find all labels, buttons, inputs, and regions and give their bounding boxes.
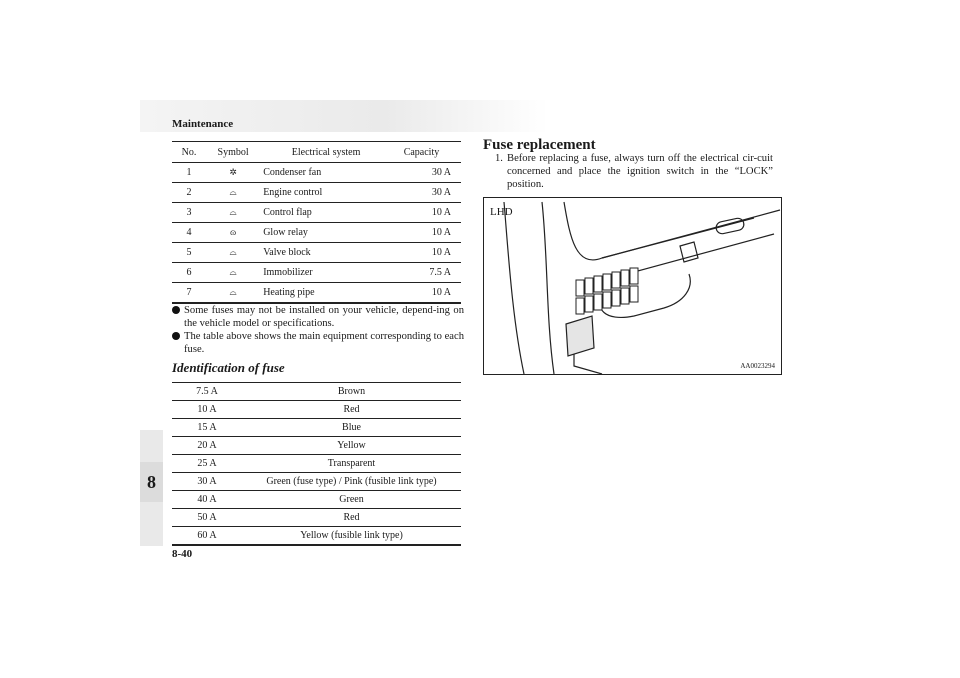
table-row <box>172 509 461 527</box>
column-header-symbol: Symbol <box>206 142 260 163</box>
fuse-capacity: 7.5 A <box>172 383 242 401</box>
table-row <box>172 401 461 419</box>
table-row <box>172 223 461 243</box>
replacement-step <box>483 152 773 191</box>
table-row <box>172 383 461 401</box>
fuse-icon: ⌓ <box>229 287 237 297</box>
fuse-number: 1 <box>172 163 206 183</box>
glow-plug-icon: ɷ <box>230 227 237 237</box>
fuse-icon: ⌓ <box>229 187 237 197</box>
fuse-number: 5 <box>172 243 206 263</box>
table-row <box>172 419 461 437</box>
fuse-number: 2 <box>172 183 206 203</box>
figure-label: LHD <box>490 206 513 218</box>
fuse-number: 3 <box>172 203 206 223</box>
fuse-color-table <box>172 382 461 546</box>
section-title: Maintenance <box>172 118 234 130</box>
fuse-box-drawing <box>484 198 781 374</box>
fuse-capacity: 10 A <box>172 401 242 419</box>
fuse-number: 4 <box>172 223 206 243</box>
electrical-system: Glow relay <box>260 223 392 243</box>
fuse-capacity: 60 A <box>172 527 242 546</box>
step-text: Before replacing a fuse, always turn off the electrical cir-cuit concerned and place the ignition switch in the “LOCK” position. <box>507 153 773 190</box>
fuse-color: Green <box>242 491 461 509</box>
electrical-system: Condenser fan <box>260 163 392 183</box>
replacement-heading: Fuse replacement <box>483 137 596 153</box>
table-row <box>172 203 461 223</box>
fuse-color: Brown <box>242 383 461 401</box>
fuse-icon: ⌓ <box>229 247 237 257</box>
fuse-capacity: 10 A <box>392 283 461 304</box>
fuse-color: Transparent <box>242 455 461 473</box>
electrical-system: Heating pipe <box>260 283 392 304</box>
fuse-number: 6 <box>172 263 206 283</box>
fuse-capacity: 10 A <box>392 243 461 263</box>
table-row <box>172 437 461 455</box>
fuse-capacity: 10 A <box>392 223 461 243</box>
fuse-color: Green (fuse type) / Pink (fusible link type) <box>242 473 461 491</box>
fuse-number: 7 <box>172 283 206 304</box>
page-number: 8-40 <box>172 548 193 560</box>
table-row <box>172 491 461 509</box>
step-number: 1. <box>495 153 503 164</box>
fuse-color: Yellow (fusible link type) <box>242 527 461 546</box>
table-row <box>172 283 461 304</box>
list-item <box>172 304 464 330</box>
table-row <box>172 527 461 546</box>
fuse-table <box>172 141 461 304</box>
column-header-no: No. <box>172 142 206 163</box>
chapter-tab: 8 <box>140 462 163 502</box>
fuse-color: Red <box>242 401 461 419</box>
fuse-table-header <box>172 142 461 163</box>
fuse-capacity: 30 A <box>392 183 461 203</box>
table-row <box>172 473 461 491</box>
column-header-capacity: Capacity <box>392 142 461 163</box>
column-header-electrical-system: Electrical system <box>260 142 392 163</box>
fuse-capacity: 40 A <box>172 491 242 509</box>
table-row <box>172 263 461 283</box>
identification-heading: Identification of fuse <box>172 360 285 375</box>
bullet-icon <box>172 332 180 340</box>
note-text: Some fuses may not be installed on your vehicle, depend-ing on the vehicle model or specifications. <box>184 305 464 329</box>
fuse-icon: ⌓ <box>229 267 237 277</box>
fuse-color: Blue <box>242 419 461 437</box>
list-item <box>172 330 464 356</box>
table-row <box>172 243 461 263</box>
fuse-color: Red <box>242 509 461 527</box>
electrical-system: Immobilizer <box>260 263 392 283</box>
table-row <box>172 183 461 203</box>
fuse-capacity: 15 A <box>172 419 242 437</box>
fuse-box-illustration <box>483 197 782 375</box>
electrical-system: Engine control <box>260 183 392 203</box>
fuse-capacity: 7.5 A <box>392 263 461 283</box>
fuse-capacity: 20 A <box>172 437 242 455</box>
bullet-icon <box>172 306 180 314</box>
electrical-system: Valve block <box>260 243 392 263</box>
fuse-capacity: 10 A <box>392 203 461 223</box>
fuse-capacity: 30 A <box>392 163 461 183</box>
fan-icon: ✲ <box>229 167 237 177</box>
table-row <box>172 163 461 183</box>
note-text: The table above shows the main equipment corresponding to each fuse. <box>184 331 464 355</box>
electrical-system: Control flap <box>260 203 392 223</box>
figure-code: AA0023294 <box>740 362 775 370</box>
notes-list <box>172 304 464 356</box>
fuse-icon: ⌓ <box>229 207 237 217</box>
fuse-capacity: 50 A <box>172 509 242 527</box>
table-row <box>172 455 461 473</box>
fuse-capacity: 30 A <box>172 473 242 491</box>
fuse-capacity: 25 A <box>172 455 242 473</box>
fuse-color: Yellow <box>242 437 461 455</box>
